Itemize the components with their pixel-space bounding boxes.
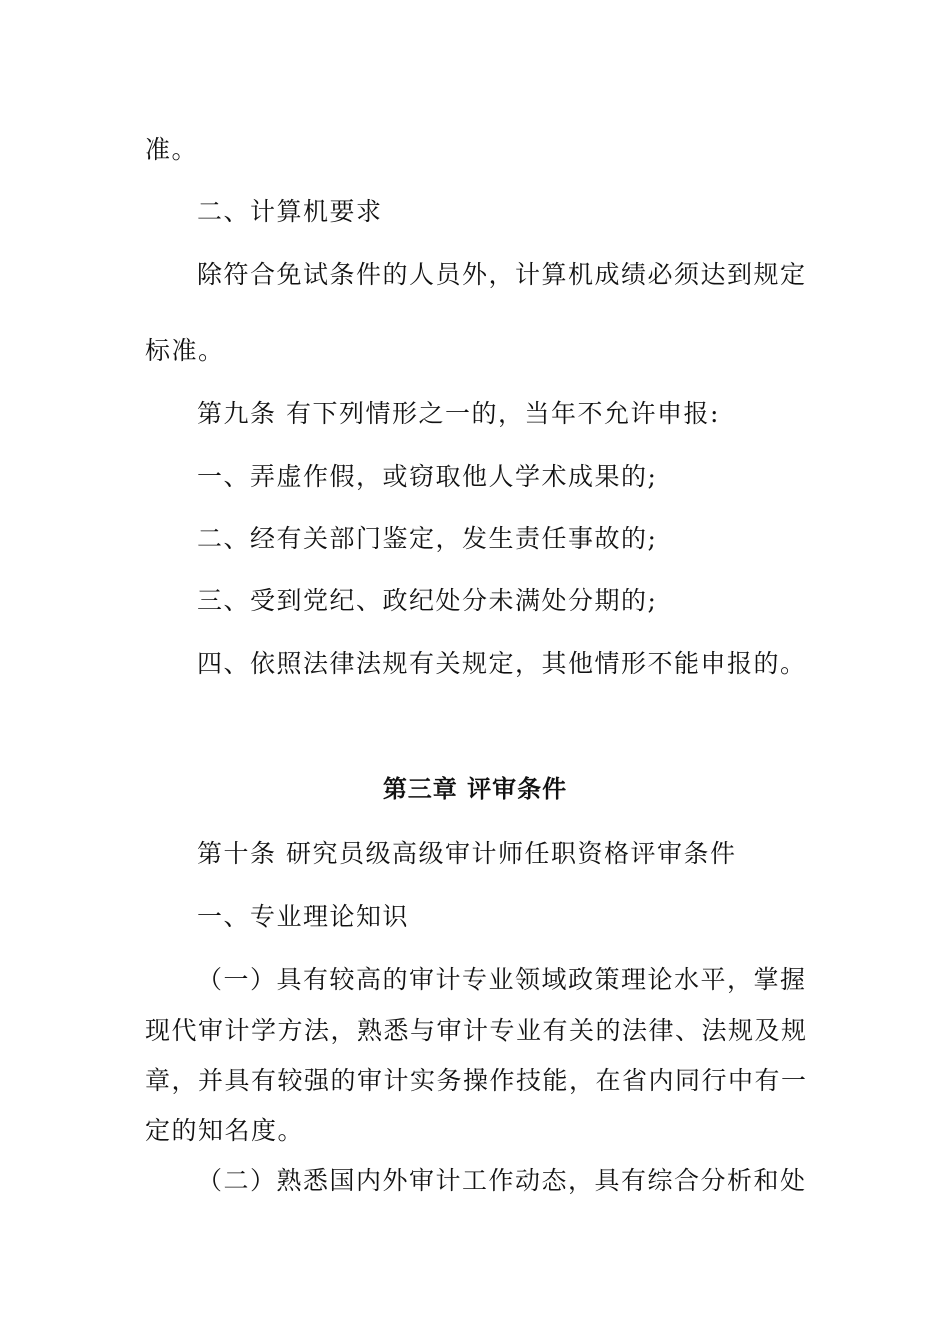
article-heading: 第十条 研究员级高级审计师任职资格评审条件: [197, 839, 737, 868]
paragraph-line: 定的知名度。: [145, 1116, 305, 1145]
list-item: 四、依照法律法规有关规定，其他情形不能申报的。: [197, 649, 807, 678]
paragraph-line: 一、专业理论知识: [197, 902, 410, 931]
chapter-heading: 第三章 评审条件: [382, 775, 568, 803]
list-item: 二、经有关部门鉴定，发生责任事故的;: [197, 524, 658, 553]
paragraph-line: 除符合免试条件的人员外，计算机成绩必须达到规定: [197, 260, 807, 289]
paragraph-line: （一）具有较高的审计专业领域政策理论水平，掌握: [197, 965, 807, 994]
paragraph-line: 章，并具有较强的审计实务操作技能，在省内同行中有一: [145, 1066, 808, 1095]
list-item: 三、受到党纪、政纪处分未满处分期的;: [197, 586, 658, 615]
list-item: 一、弄虚作假，或窃取他人学术成果的;: [197, 462, 658, 491]
paragraph-line: 现代审计学方法，熟悉与审计专业有关的法律、法规及规: [145, 1016, 808, 1045]
paragraph-line: 标准。: [145, 336, 225, 365]
article-heading: 第九条 有下列情形之一的，当年不允许申报:: [197, 399, 720, 428]
paragraph-line: 二、计算机要求: [197, 197, 383, 226]
paragraph-line: 准。: [145, 135, 199, 164]
paragraph-line: （二）熟悉国内外审计工作动态，具有综合分析和处: [197, 1166, 807, 1195]
